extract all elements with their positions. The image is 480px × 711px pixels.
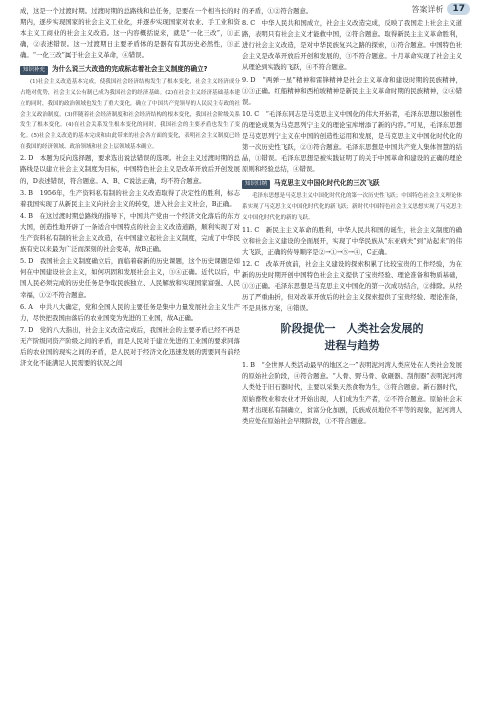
answer-8: 8. C 中华人民共和国成立，社会主义改造完成，反映了我国走上社会主义道路，表明只有社会主义才能救中国，②符合题意。取得新民主主义革命胜利，进行社会主义改造，是对中华民族复兴之路的探索，①符合题意。中国特色社会主义是改革开放后开创和发展的，③不符合题意。十月革命实现了社会主义从理论到实践的飞跃，④不符合题意。 (242, 19, 462, 72)
answer-7: 7. D 党的八大指出，社会主义改造完成后，我国社会的主要矛盾已经不再是无产阶级同资产阶级之间的矛盾，而是人民对于建立先进的工业国的要求同落后的农业国的现实之间的矛盾，是人民对于经济文化迅速发展的需要同当前经济文化不能满足人民需要的状况之间 (20, 325, 240, 368)
knowledge-tag: 知识补充 (20, 66, 48, 75)
answer-2: 2. D 本题为反向选择题，要求选出说法错误的选项。社会主义过渡时期的总路线是以建立社会主义制度为目标，中国特色社会主义是改革开放后开创发展的，D表述错误，符合题意。A、B、C说法正确，均不符合题意。 (20, 154, 240, 185)
knowledge-box-title (242, 178, 462, 189)
answer-5: 5. D 我国社会主义制度确立后，面临着崭新的历史课题，这个历史课题是如何在中国建设社会主义，如何巩固和发展社会主义，③④正确。近代以后，中国人民必须完成的历史任务是争取民族独立、人民解放和实现国家富强、人民幸福，①②不符合题意。 (20, 257, 240, 299)
knowledge-box-heading: 为什么说三大改造的完成标志着社会主义制度的确立? (52, 65, 208, 74)
section-heading-line1: 阶段提优一 人类社会发展的 (280, 322, 424, 336)
knowledge-tag: 知识归纳 (242, 180, 270, 189)
page-number: 17 (447, 3, 470, 15)
left-column (20, 6, 240, 370)
knowledge-note: 毛泽东思想是马克思主义中国化时代化的第一次历史性飞跃；中国特色社会主义理论体系实现了马克思主义中国化时代化的新飞跃；新时代中国特色社会主义思想实现了马克思主义中国化时代化的新的飞跃。 (242, 193, 463, 221)
section-heading-line2: 进程与趋势 (324, 339, 380, 353)
answer-6: 6. A 中共八大确定，党和全国人民的主要任务是集中力量发展社会主义生产力，尽快把我国由落后的农业国变为先进的工业国，故A正确。 (20, 302, 240, 322)
paragraph: 成，这是一个过渡时期。过渡时期的总路线和总任务，是要在一个相当长的时期内，逐步实现国家的社会主义工业化，并逐步实现国家对农业、手工业和资本主义工商业的社会主义改造。这一内容概括说来，就是“一化三改”，①正确，②表述错误。这一过渡期日主要矛盾体的是器有有其历史必然性，③正确。“一化三改”属于社会主义革命，④错误。 (20, 7, 240, 60)
section-heading (242, 320, 462, 354)
knowledge-note: (1)社会主义改造基本完成，使我国社会经济结构发生了根本变化，社会主义经济成分占绝对优势，社会主义公有制已成为我国社会的经济基础。(2)在社会主义经济基础基本建立的同时，我国的政治领域也发生了重大变化，确立了中国共产党领导的人民民主专政的社会主义政治制度。(3)伴随着社会经济制度和社会经济结构的根本变化，我国社会阶级关系发生了根本变化。(4)在社会关系发生根本变化的同时，我国社会的主要矛盾也发生了变化。(5)社会主义改造的基本完成和由此带来的社会各方面的变化，表明社会主义制度已经在我国的经济领域、政治领域和社会上层领域基本确立。 (20, 79, 241, 150)
right-column (242, 6, 462, 428)
answer-10: 10. C “毛泽东同志是马克思主义中国化的伟大开拓者，毛泽东思想以独创性的理论成果为马克思列宁主义的理论宝库增添了新的内容。”可见，毛泽东思想是马克思列宁主义在中国的创造性运用和发展，是马克思主义中国化时代化的第一次历史性飞跃，②③符合题意。毛泽东思想是中国共产党人集体智慧的结晶，①错误。毛泽东思想是被实践证明了的关于中国革命和建设的正确的理论原则和经验总结，④错误。 (242, 109, 462, 174)
answer-11: 11. C 新民主主义革命的胜利，中华人民共和国的诞生，社会主义制度的确立和社会主义建设的全面展开，实现了中华民族从“东亚病夫”到“站起来”的伟大飞跃，正确的传导顺序是②→①→⑤→④，C正确。 (242, 225, 462, 256)
answer-4: 4. B 在这过渡时期总路线的指导下，中国共产党由一个经济文化落后的东方大国，创造性地开辟了一条适合中国特点的社会主义改造道路，顺利实现了对生产资料私有制的社会主义改造，在中国建立起社会主义制度，完成了中华民族有史以来最为广泛而深刻的社会变革，故B正确。 (20, 211, 240, 254)
knowledge-box-title (20, 64, 240, 75)
answer-9: 9. D “两弹一星”精神和雷锋精神是社会主义革命和建设时期的民族精神，①③正确。红船精神和西柏坡精神是新民主主义革命时期的民族精神，②④错误。 (242, 75, 462, 106)
answer-1: 1. B “全世界人类活动最早的地区之一”表明泥河湾人类应处在人类社会发展的原始社会阶段，④符合题意。“人骨、野马骨、砍砸器、刮削器”表明泥河湾人类处于旧石器时代，主要以采集天然食物为生，③符合题意。新石器时代，原始畜牧业和农业才开始出现，人们成为生产者，②不符合题意。原始社会末期才出现私有制确立，贫富分化加剧，氏族成员地位不平等的现象，泥河湾人类应处在原始社会早期阶段，①不符合题意。 (242, 361, 462, 425)
answer-3: 3. B 1956年，生产资料私有制的社会主义改造取得了决定性的胜利，标志着我国实现了从新民主主义向社会主义的转变，进入社会主义社会，B正确。 (20, 188, 240, 208)
header-label: 答案详析 (411, 4, 444, 14)
answer-12: 12. C 改革开放前，社会主义建设的探索积累了比较宝贵的工作经验，为在新的历史时期开创中国特色社会主义提供了宝贵经验、理论准备和物质基础，①③正确。毛泽东思想是马克思主义中国化的第一次成功结合，②排除。从经历了严重曲折，但对改革开放后的社会主义探索提供了宝贵经验、理论准备，不是具体方案，④错误。 (242, 259, 462, 313)
paragraph: 的矛盾，①②符合题意。 (242, 7, 313, 15)
knowledge-box-heading: 马克思主义中国化时代化的三次飞跃 (274, 179, 380, 188)
